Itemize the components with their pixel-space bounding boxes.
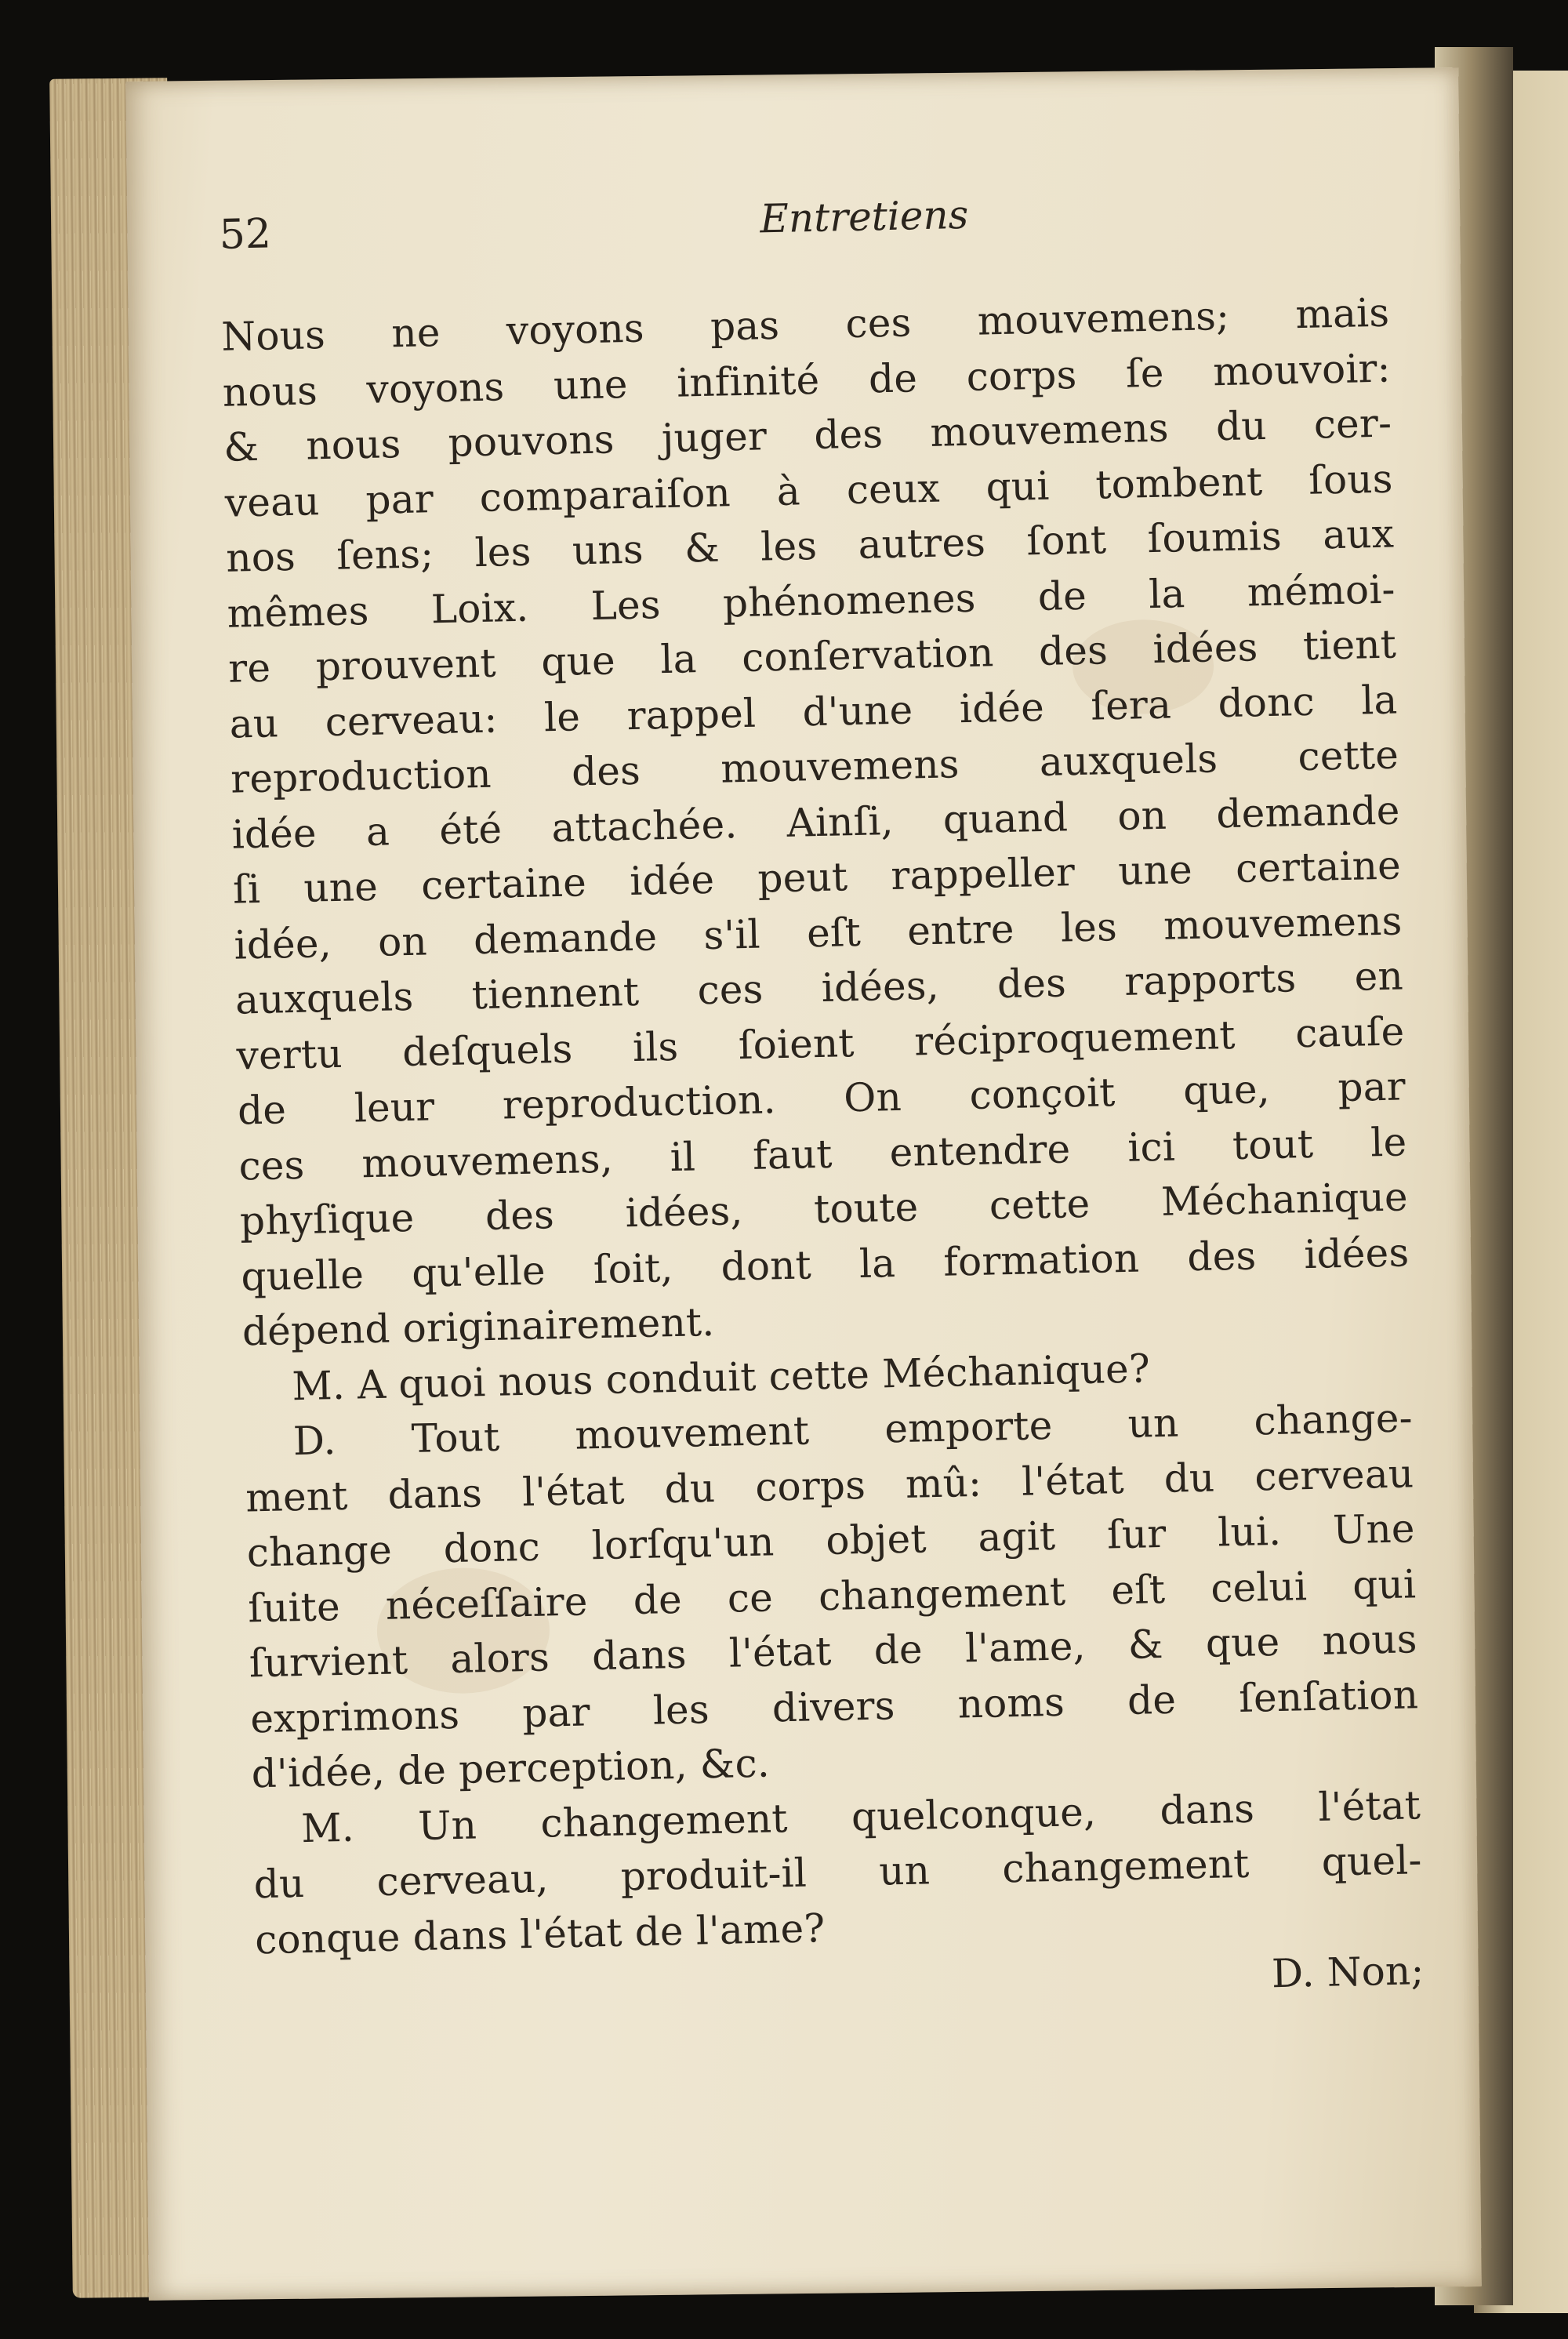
page-number: 52 [219, 210, 272, 259]
running-title: Entretiens [759, 191, 969, 242]
catchword: D. Non; [1271, 1948, 1425, 1997]
text-line: veau par comparaiſon à ceux qui tombent ſous [224, 456, 1394, 526]
text-line: change donc lorſqu'un objet agit ſur lui. Une [246, 1505, 1416, 1576]
text-line: & nous pouvons juger des mouvemens du cer- [223, 400, 1392, 470]
text-line: Nous ne voyons pas ces mouvemens; mais [220, 289, 1390, 360]
body-text [221, 285, 1432, 2022]
text-line: phyſique des idées, toute cette Méchanique [239, 1174, 1409, 1244]
text-line: re prouvent que la conſervation des idées tient [227, 621, 1397, 692]
text-line: ſurvient alors dans l'état de l'ame, & que nous [249, 1616, 1418, 1687]
text-line: nos ſens; les uns & les autres ſont ſoumis aux [225, 510, 1395, 581]
text-line: reproduction des mouvemens auxquels cette [230, 732, 1399, 802]
text-line: nous voyons une infinité de corps ſe mouvoir: [222, 345, 1392, 416]
text-line: au cerveau: le rappel d'une idée ſera donc la [229, 676, 1399, 747]
text-line: ſi une certaine idée peut rappeller une certaine [232, 842, 1402, 913]
text-line: mêmes Loix. Les phénomenes de la mémoi- [227, 566, 1396, 637]
text-line: d'idée, de perception, &c. [251, 1740, 771, 1797]
dialogue-line: M. Un changement quelconque, dans l'état [300, 1781, 1421, 1851]
text-line: du cerveau, produit-il un changement quel- [253, 1837, 1423, 1908]
text-line: de leur reproduction. On conçoit que, par [237, 1063, 1406, 1134]
text-line: vertu deſquels ils ſoient réciproquement cauſe [236, 1008, 1405, 1079]
text-line: exprimons par les divers noms de ſenſation [249, 1671, 1419, 1742]
dialogue-line: D. Tout mouvement emporte un change- [292, 1395, 1414, 1465]
text-line: ces mouvemens, il faut entendre ici tout le [238, 1118, 1407, 1189]
text-line: idée, on demande s'il eſt entre les mouvemens [234, 897, 1403, 968]
text-line: quelle qu'elle ſoit, dont la formation des idées [240, 1229, 1410, 1300]
text-line: idée a été attachée. Ainſi, quand on demande [231, 786, 1400, 858]
text-line: dépend originairement. [241, 1298, 715, 1355]
dialogue-line: M. A quoi nous conduit cette Méchanique? [291, 1345, 1151, 1409]
text-line: auxquels tiennent ces idées, des rapports en [234, 953, 1404, 1023]
text-line: ment dans l'état du corps mû: l'état du cerveau [245, 1450, 1414, 1520]
text-line: ſuite néceſſaire de ce changement eſt celui qui [247, 1560, 1417, 1631]
text-line: conque dans l'état de l'ame? [254, 1905, 826, 1963]
